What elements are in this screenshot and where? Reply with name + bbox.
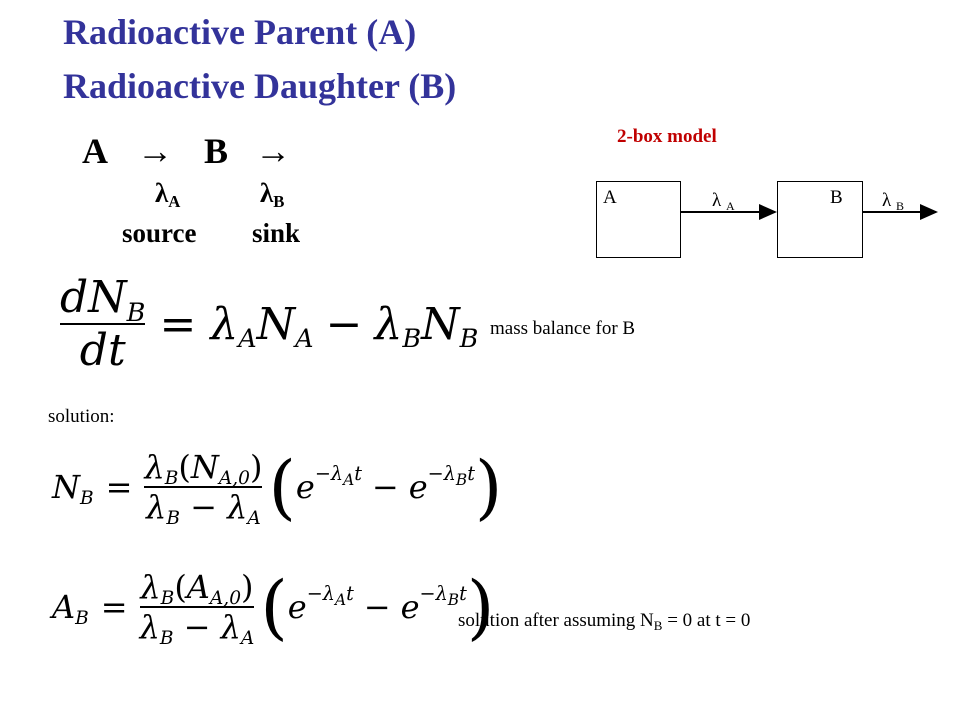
nb-fraction: $\frac{\lambda_B(N_{A,0})}{\lambda_B - \lambda_A}$ xyxy=(144,448,263,530)
box-b-label: B xyxy=(830,187,843,208)
final-note xyxy=(458,610,750,632)
derivative-fraction: $\frac{dN_B}{dt}$ xyxy=(60,272,146,376)
sink-label: sink xyxy=(252,218,301,248)
lambda-symbol: λ xyxy=(155,178,169,208)
flow-b-sub: B xyxy=(895,198,904,213)
arrow-icon: → xyxy=(255,131,292,171)
mass-balance-note: mass balance for B xyxy=(490,318,636,339)
lambda-symbol: λ xyxy=(712,190,722,211)
final-note-tail: = 0 at t = 0 xyxy=(662,610,751,631)
lambda-a-sub: A xyxy=(168,192,181,212)
final-note-text: solution after assuming N xyxy=(458,610,654,631)
lambda-b-sub: B xyxy=(273,192,285,212)
title-line-1: Radioactive Parent (A) xyxy=(63,12,417,52)
lambda-symbol: λ xyxy=(260,178,274,208)
nb-solution-equation: $N_B$ = $\frac{\lambda_B(N_{A,0})}{\lambda_B - \lambda_A}$ ( $e^{-\lambda_At}$ − $e^{-\lambda_Bt}$ ) xyxy=(52,445,503,530)
flow-a-sub: A xyxy=(725,198,735,213)
reaction-parent: A xyxy=(82,131,107,171)
source-label: source xyxy=(122,218,197,248)
flow-label-a xyxy=(712,190,735,212)
reaction-daughter: B xyxy=(204,131,229,171)
box-a-label: A xyxy=(603,187,617,208)
solution-label: solution: xyxy=(48,406,115,427)
title-line-2: Radioactive Daughter (B) xyxy=(63,66,457,106)
lambda-symbol: λ xyxy=(882,190,892,211)
final-note-sub: B xyxy=(653,617,663,633)
arrow-icon: → xyxy=(137,131,174,171)
ab-solution-equation: $A_B$ = $\frac{\lambda_B(A_{A,0})}{\lambda_B - \lambda_A}$ ( $e^{-\lambda_At}$ − $e^{-\lambda_Bt}$ ) xyxy=(52,565,495,650)
flow-label-b xyxy=(882,190,904,212)
box-model-heading: 2-box model xyxy=(617,126,717,147)
mass-balance-equation: $\frac{dN_B}{dt}$ = $\lambda_AN_A$ − $\lambda_BN_B$ xyxy=(60,272,479,376)
ab-fraction: $\frac{\lambda_B(A_{A,0})}{\lambda_B - \lambda_A}$ xyxy=(139,568,255,650)
